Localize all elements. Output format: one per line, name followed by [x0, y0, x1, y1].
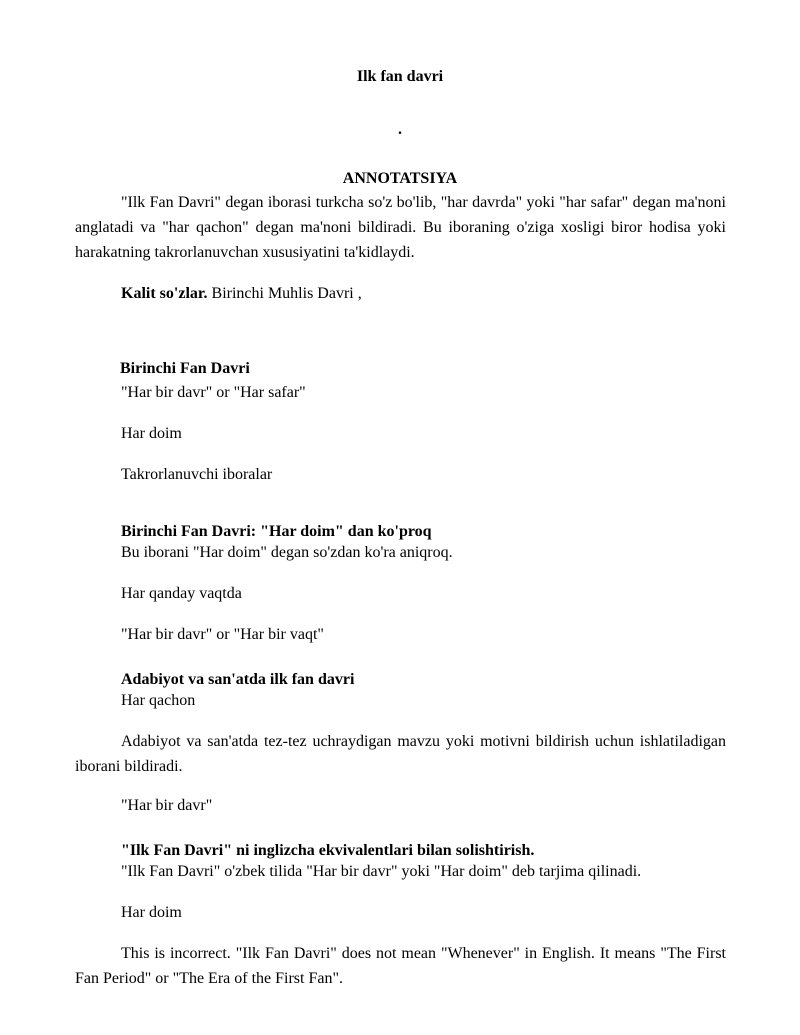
section-3-heading: Adabiyot va san'atda ilk fan davri: [121, 671, 355, 688]
section-3-paragraph: Adabiyot va san'atda tez-tez uchraydigan mavzu yoki motivni bildirish uchun ishlatiladigan iborani bildiradi.: [75, 733, 726, 775]
title-dot: .: [398, 121, 402, 138]
keywords-line: [121, 282, 362, 305]
section-3-line-1: Har qachon: [121, 692, 196, 709]
section-3-line-2: "Har bir davr": [121, 797, 213, 814]
document-title: Ilk fan davri: [356, 68, 444, 85]
keywords-label: Kalit so'zlar.: [121, 285, 208, 302]
section-4-line-1: "Ilk Fan Davri" o'zbek tilida "Har bir davr" yoki "Har doim" deb tarjima qilinadi.: [121, 863, 642, 880]
keywords-text: Birinchi Muhlis Davri ,: [207, 285, 362, 302]
section-4-paragraph: This is incorrect. "Ilk Fan Davri" does not mean "Whenever" in English. It means "The First Fan Period" or "The Era of the First Fan".: [75, 945, 726, 987]
section-4-heading: "Ilk Fan Davri" ni inglizcha ekvivalentlari bilan solishtirish.: [121, 842, 535, 859]
section-1-line-1: "Har bir davr" or "Har safar": [121, 384, 306, 401]
section-1-heading: Birinchi Fan Davri: [120, 360, 250, 377]
section-1-line-2: Har doim: [121, 425, 182, 442]
annotation-paragraph: "Ilk Fan Davri" degan iborasi turkcha so'z bo'lib, "har davrda" yoki "har safar" degan ma'noni anglatadi va "har qachon" degan ma'noni bildiradi. Bu iboraning o'ziga xosligi biror hodisa yoki harakatning takrorlanuvchan xususiyatini ta'kidlaydi.: [75, 194, 726, 261]
section-4-line-2: Har doim: [121, 904, 182, 921]
section-1-line-3: Takrorlanuvchi iboralar: [121, 466, 273, 483]
section-2-heading: Birinchi Fan Davri: "Har doim" dan ko'proq: [121, 523, 432, 540]
annotation-heading: ANNOTATSIYA: [342, 170, 458, 187]
section-2-line-3: "Har bir davr" or "Har bir vaqt": [121, 626, 324, 643]
section-2-line-2: Har qanday vaqtda: [121, 585, 242, 602]
section-2-line-1: Bu iborani "Har doim" degan so'zdan ko'ra aniqroq.: [121, 544, 453, 561]
